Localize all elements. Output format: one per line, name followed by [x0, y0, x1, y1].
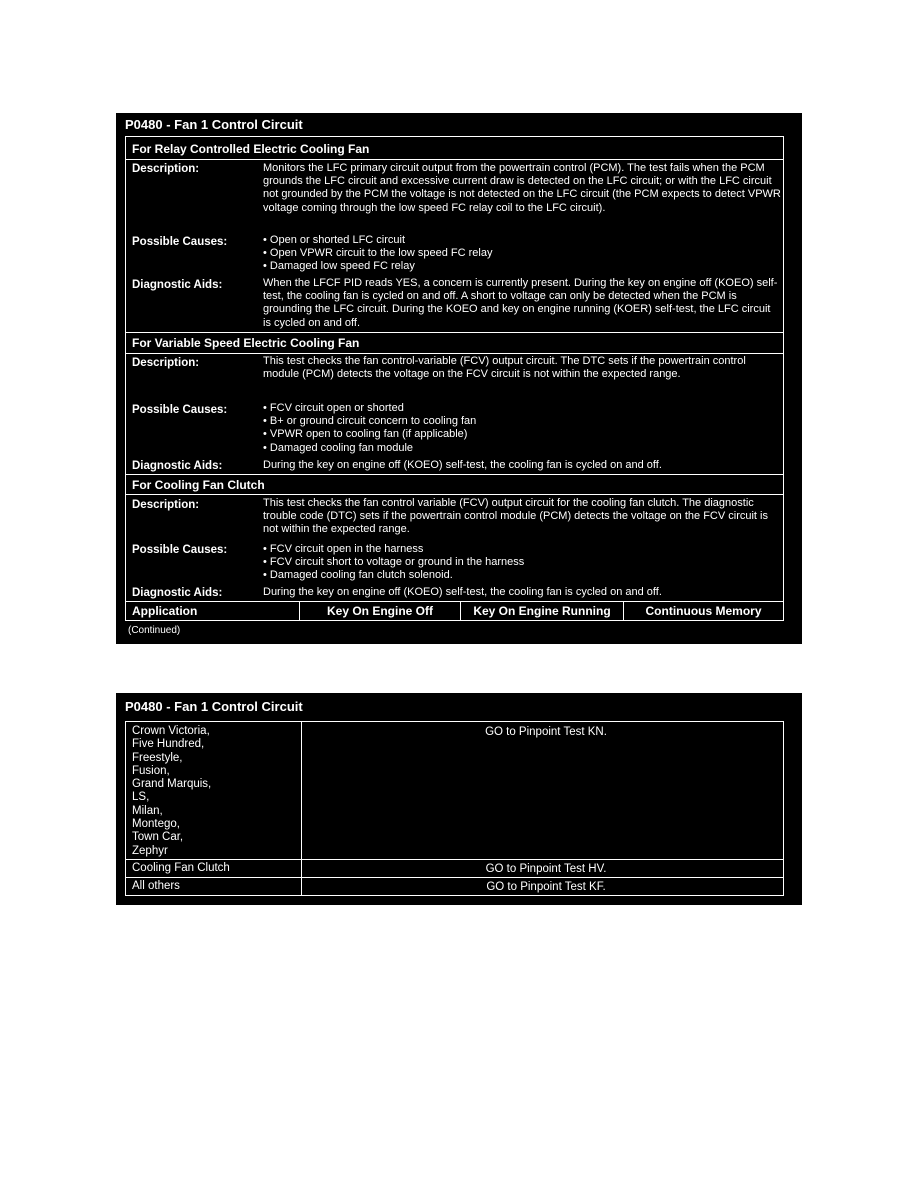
header-continuous-memory: Continuous Memory — [645, 604, 762, 618]
application-name: Cooling Fan Clutch — [132, 862, 230, 874]
application-header-row — [126, 602, 783, 621]
diagnostic-aids-label: Diagnostic Aids: — [132, 279, 223, 291]
possible-causes-list — [263, 543, 781, 583]
list-item: Fusion, — [132, 764, 170, 777]
divider — [126, 332, 783, 333]
application-name: All others — [132, 880, 180, 892]
continued-note: (Continued) — [128, 625, 181, 636]
possible-causes-list — [263, 402, 781, 455]
description-text: This test checks the fan control-variable (FCV) output circuit. The DTC sets if the powertrain control module (PCM) detects the voltage on the FCV circuit is not within the expected range. — [263, 355, 746, 381]
divider — [126, 159, 783, 160]
list-item: • Damaged cooling fan module — [263, 442, 781, 455]
divider — [126, 353, 783, 354]
list-item: Milan, — [132, 804, 163, 817]
divider — [126, 859, 783, 860]
list-item: Crown Victoria, — [132, 725, 210, 737]
list-item: LS, — [132, 791, 150, 804]
diagnostic-table — [125, 136, 784, 621]
list-item: • Damaged cooling fan clutch solenoid. — [263, 569, 781, 582]
description-text: This test checks the fan control variable (FCV) output circuit for the cooling fan clutch. The diagnostic trouble code (DTC) sets if the powertrain control module (PCM) detects the voltage on the FCV circuit is not within the expected range. — [263, 497, 768, 536]
diagnostic-aids-label: Diagnostic Aids: — [132, 587, 223, 599]
header-koer: Key On Engine Running — [473, 604, 611, 618]
list-item: Zephyr — [132, 844, 168, 857]
panel-title: P0480 - Fan 1 Control Circuit — [125, 699, 303, 714]
diagnostic-aids-text: When the LFCF PID reads YES, a concern is currently present. During the key on engine off (KOEO) self-test, the cooling fan is cycled on and off. A short to voltage can only be detected when the PCM is grounding the LFC circuit. During the KOEO and key on engine running (KOER) self-test, the LFC circuit is cycled on and off. — [263, 277, 778, 329]
list-item: • Open or shorted LFC circuit — [263, 234, 781, 247]
possible-causes-list — [263, 234, 781, 274]
application-table — [125, 721, 784, 896]
diagnostic-info-panel — [116, 113, 802, 644]
possible-causes-label: Possible Causes: — [132, 404, 228, 416]
list-item: Town Car, — [132, 831, 184, 844]
list-item: Grand Marquis, — [132, 778, 212, 791]
section-title-relay-fan: For Relay Controlled Electric Cooling Fan — [132, 142, 370, 156]
section-title-fan-clutch: For Cooling Fan Clutch — [132, 478, 265, 492]
list-item: • FCV circuit short to voltage or ground in the harness — [263, 556, 781, 569]
application-panel — [116, 693, 802, 905]
header-application: Application — [132, 604, 198, 618]
list-item: Montego, — [132, 818, 180, 831]
list-item: • Open VPWR circuit to the low speed FC relay — [263, 247, 781, 260]
possible-causes-label: Possible Causes: — [132, 544, 228, 556]
list-item: Five Hundred, — [132, 738, 205, 751]
panel-title: P0480 - Fan 1 Control Circuit — [125, 117, 303, 132]
application-list — [132, 725, 211, 858]
list-item: • Damaged low speed FC relay — [263, 260, 781, 273]
header-koeo: Key On Engine Off — [326, 604, 433, 618]
list-item: Freestyle, — [132, 751, 183, 764]
diagnostic-aids-text: During the key on engine off (KOEO) self-test, the cooling fan is cycled on and off. — [263, 459, 662, 471]
description-label: Description: — [132, 163, 200, 175]
pinpoint-test-action: GO to Pinpoint Test HV. — [485, 863, 607, 875]
divider — [126, 494, 783, 495]
diagnostic-aids-text: During the key on engine off (KOEO) self-test, the cooling fan is cycled on and off. — [263, 586, 662, 598]
divider — [126, 474, 783, 475]
section-title-variable-speed-fan: For Variable Speed Electric Cooling Fan — [132, 336, 360, 350]
divider — [301, 722, 302, 895]
diagnostic-aids-label: Diagnostic Aids: — [132, 460, 223, 472]
description-label: Description: — [132, 357, 200, 369]
pinpoint-test-action: GO to Pinpoint Test KF. — [486, 881, 606, 893]
list-item: • FCV circuit open in the harness — [263, 543, 781, 556]
possible-causes-label: Possible Causes: — [132, 236, 228, 248]
pinpoint-test-action: GO to Pinpoint Test KN. — [485, 726, 607, 738]
divider — [126, 877, 783, 878]
description-label: Description: — [132, 499, 200, 511]
description-text: Monitors the LFC primary circuit output from the powertrain control (PCM). The test fails when the PCM grounds the LFC circuit and excessive current draw is detected on the LFC circuit; or with the LFC circuit not grounded by the PCM the voltage is not detected on the LFC circuit (the PCM expects to detect VPWR voltage coming through the low speed FC relay coil to the LFC circuit). — [263, 162, 781, 214]
list-item: • FCV circuit open or shorted — [263, 402, 781, 415]
list-item: • B+ or ground circuit concern to cooling fan — [263, 415, 781, 428]
list-item: • VPWR open to cooling fan (if applicable) — [263, 428, 781, 441]
